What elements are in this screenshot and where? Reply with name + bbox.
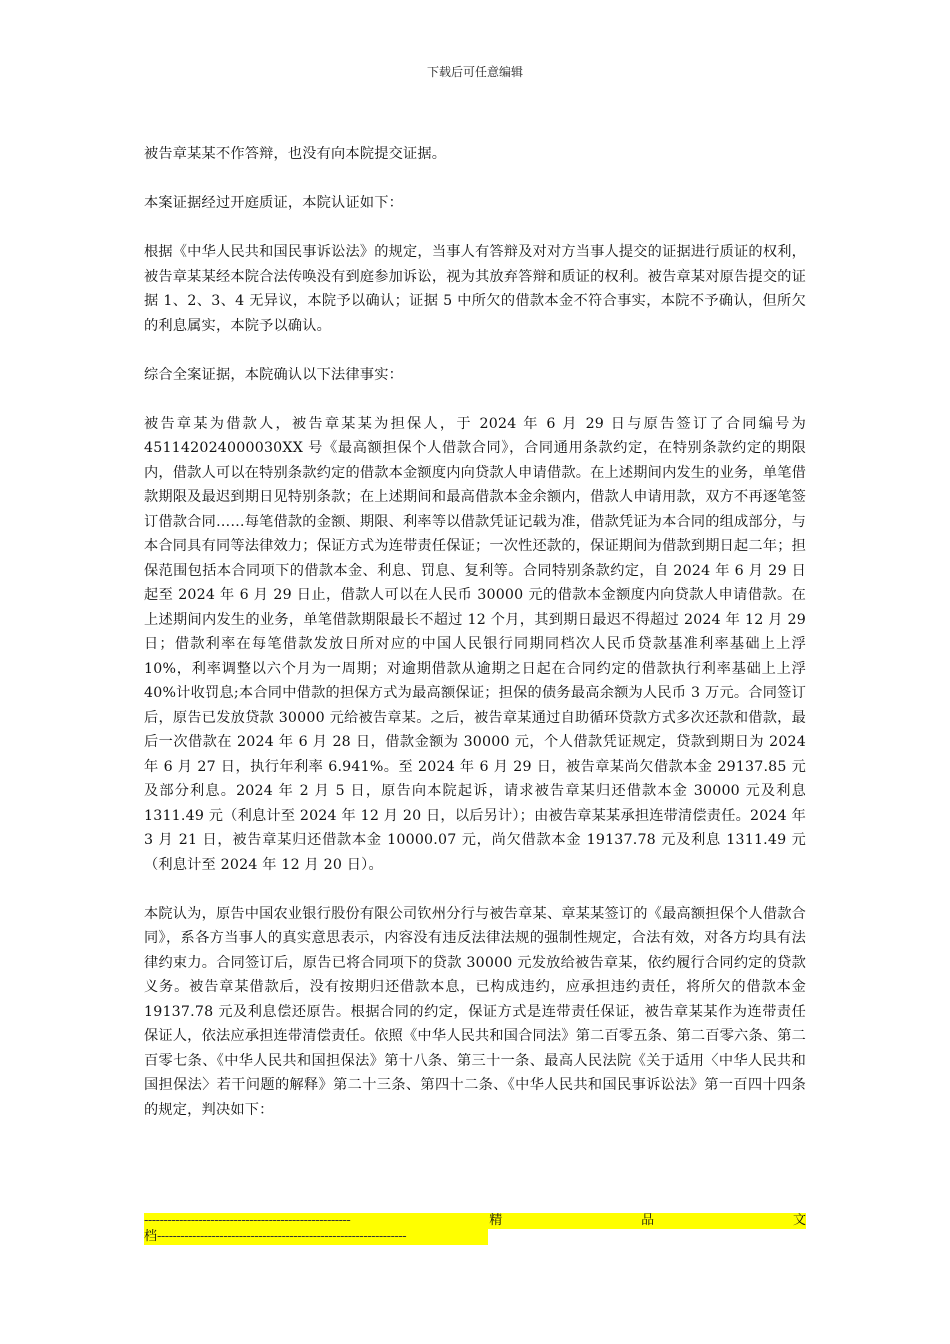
paragraph-court-opinion: 本院认为，原告中国农业银行股份有限公司钦州分行与被告章某、章某某签订的《最高额担保个人借款合同》，系各方当事人的真实意思表示，内容没有违反法律法规的强制性规定，合法有效，对各方均具有法律约束力。合同签订后，原告已将合同项下的贷款 30000 元发放给被告章某，依约履行合同约定的贷款义务。被告章某借款后，没有按期归还借款本息，已构成违约，应承担违约责任，将所欠的借款本金 19137.78 元及利息偿还原告。根据合同的约定，保证方式是连带责任保证，被告章某某作为连带责任保证人，依法应承担连带清偿责任。依照《中华人民共和国合同法》第二百零五条、第二百零六条、第二百零七条、《中华人民共和国担保法》第十八条、第三十一条、最高人民法院《关于适用〈中华人民共和国担保法〉若干问题的解释》第二十三条、第四十二条、《中华人民共和国民事诉讼法》第一百四十四条的规定，判决如下： (144, 905, 806, 1118)
footer-char-4: 档 (144, 1229, 158, 1244)
footer-line-1 (144, 1213, 806, 1229)
paragraph-evidence-assessment: 根据《中华人民共和国民事诉讼法》的规定，当事人有答辩及对对方当事人提交的证据进行质证的权利，被告章某某经本院合法传唤没有到庭参加诉讼，视为其放弃答辩和质证的权利。被告章某对原告提交的证据 1、2、3、4 无异议，本院予以确认；证据 5 中所欠的借款本金不符合事实，本院不予确认，但所欠的利息属实，本院予以确认。 (144, 244, 806, 334)
footer-char-3: 文 (792, 1213, 806, 1228)
footer-line-2 (144, 1229, 488, 1245)
paragraph-defendant-no-reply: 被告章某某不作答辩，也没有向本院提交证据。 (144, 146, 447, 162)
document-body (144, 142, 806, 1122)
footer-watermark (144, 1213, 806, 1250)
paragraph-facts-intro: 综合全案证据，本院确认以下法律事实： (144, 366, 403, 383)
footer-char-2: 品 (641, 1213, 655, 1228)
paragraph-facts: 被告章某为借款人，被告章某某为担保人，于 2024 年 6 月 29 日与原告签订了合同编号为 451142024000030XX 号《最高额担保个人借款合同》，合同通用条款约定，在特别条款约定的期限内，借款人可以在特别条款约定的借款本金额度内向贷款人申请借款。在上述期间内发生的业务，单笔借款期限及最迟到期日见特别条款；在上述期间和最高借款本金余额内，借款人申请用款，双方不再逐笔签订借款合同……每笔借款的金额、期限、利率等以借款凭证记载为准，借款凭证为本合同的组成部分，与本合同具有同等法律效力；保证方式为连带责任保证；一次性还款的，保证期间为借款到期日起二年；担保范围包括本合同项下的借款本金、利息、罚息、复利等。合同特别条款约定，自 2024 年 6 月 29 日起至 2024 年 6 月 29 日止，借款人可以在人民币 30000 元的借款本金额度内向贷款人申请借款。在上述期间内发生的业务，单笔借款期限最长不超过 12 个月，其到期日最迟不得超过 2024 年 12 月 29 日；借款利率在每笔借款发放日所对应的中国人民银行同期同档次人民币贷款基准利率基础上上浮 10%，利率调整以六个月为一周期；对逾期借款从逾期之日起在合同约定的借款执行利率基础上上浮 40%计收罚息;本合同中借款的担保方式为最高额保证；担保的债务最高余额为人民币 3 万元。合同签订后，原告已发放贷款 30000 元给被告章某。之后，被告章某通过自助循环贷款方式多次还款和借款，最后一次借款在 2024 年 6 月 28 日，借款金额为 30000 元，个人借款凭证规定，贷款到期日为 2024 年 6 月 27 日，执行年利率 6.941%。至 2024 年 6 月 29 日，被告章某尚欠借款本金 29137.85 元及部分利息。2024 年 2 月 5 日，原告向本院起诉，请求被告章某归还借款本金 30000 元及利息 1311.49 元（利息计至 2024 年 12 月 20 日，以后另计）；由被告章某某承担连带清偿责任。2024 年 3 月 21 日，被告章某归还借款本金 10000.07 元，尚欠借款本金 19137.78 元及利息 1311.49 元（利息计至 2024 年 12 月 20 日）。 (144, 415, 806, 873)
page-header: 下载后可任意编辑 (426, 65, 523, 79)
paragraph-evidence-intro: 本案证据经过开庭质证，本院认证如下： (144, 195, 403, 211)
footer-dashes-right: ---------------------------------------------------------------- (157, 1229, 407, 1244)
footer-dashes-left: ----------------------------------------------------- (144, 1213, 351, 1228)
footer-char-1: 精 (489, 1213, 503, 1228)
